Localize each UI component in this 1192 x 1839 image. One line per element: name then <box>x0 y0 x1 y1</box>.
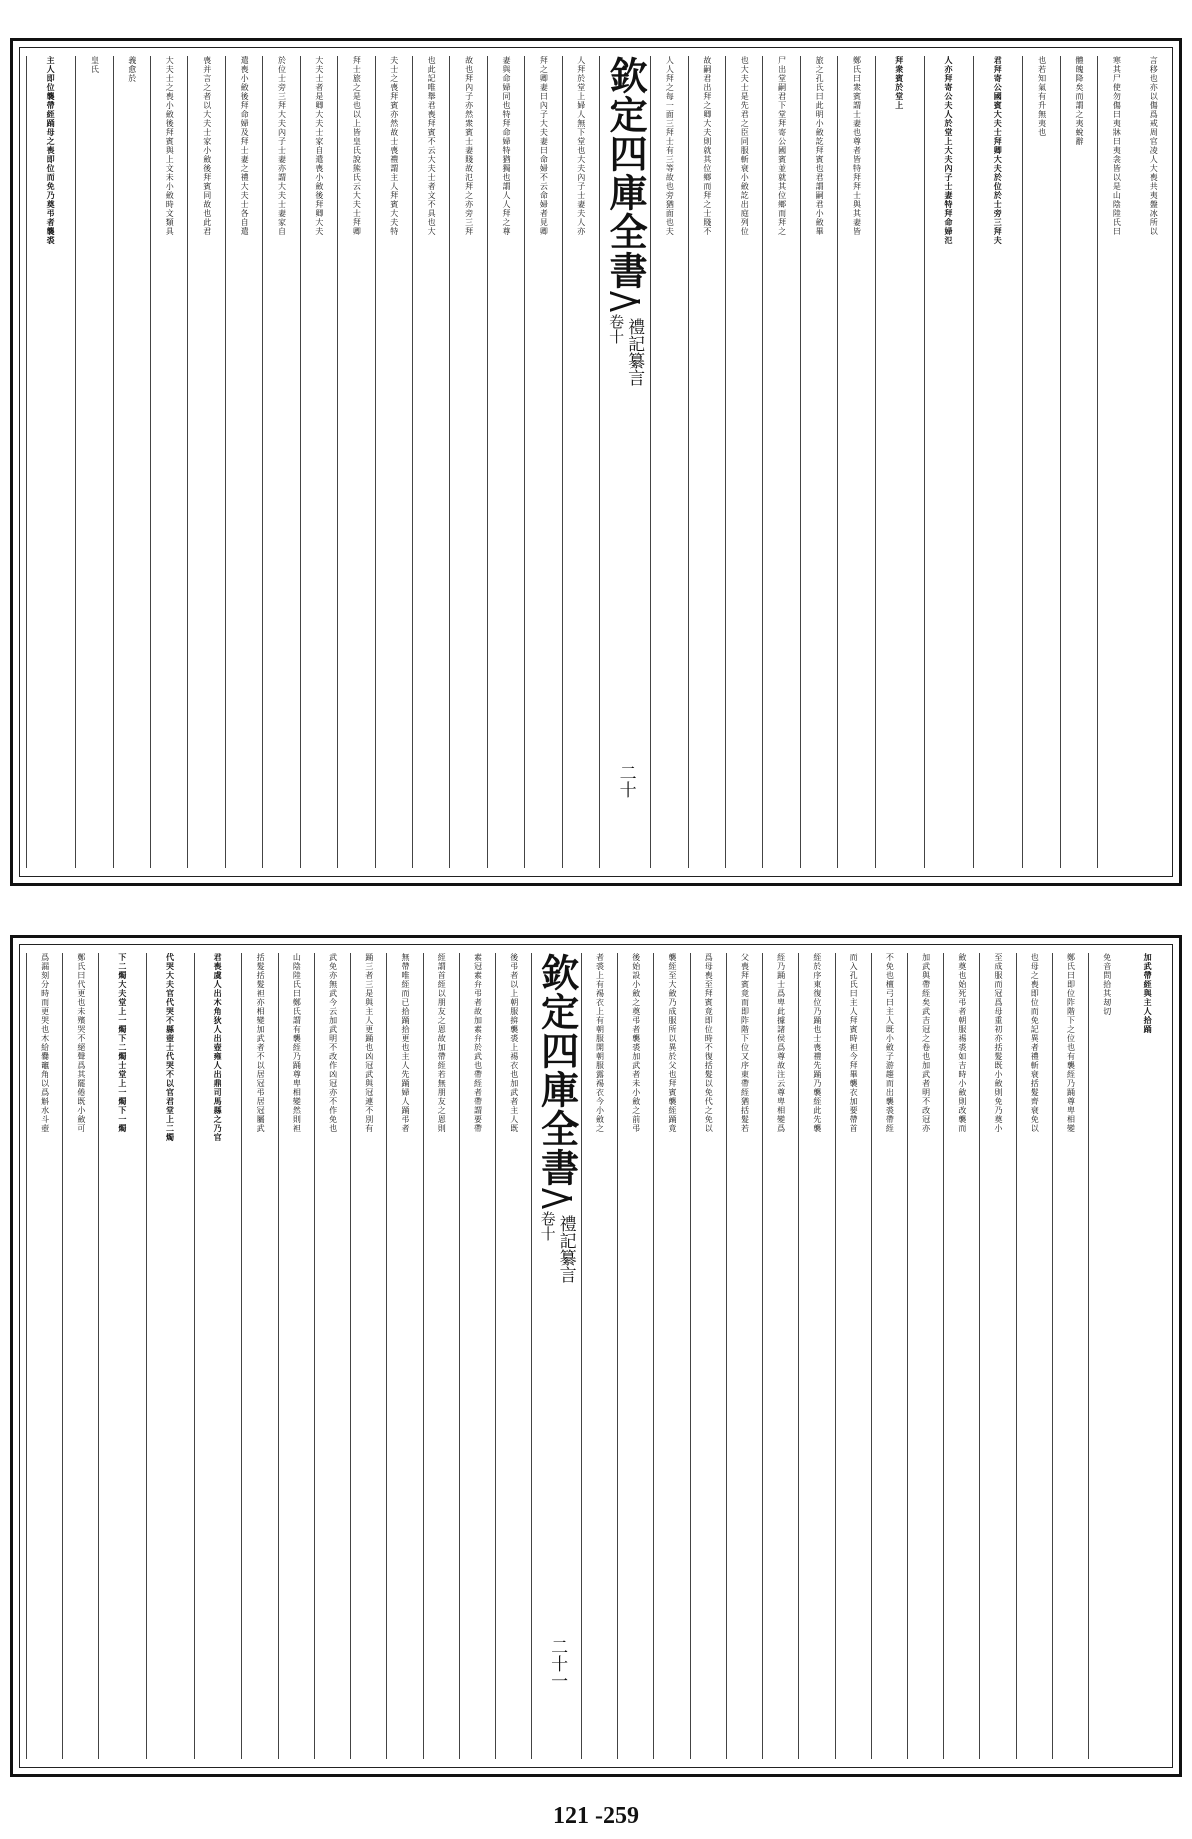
commentary-text: 絰謂首絰以朋友之恩故加帶絰若無朋友之恩則 <box>437 953 447 1133</box>
commentary-text: 踊三者三是與主人更踊也凶冠武與冠連不別有 <box>364 953 374 1133</box>
commentary-text: 後始設小斂之奠弔者襲裘加武者未小斂之前弔 <box>631 953 641 1133</box>
commentary-text: 鄭氏曰即位阼階下之位也有襲絰乃踊尊卑相變 <box>1066 953 1076 1133</box>
commentary-text: 山陰陸氏曰鄭氏謂有襲絰乃踊尊卑相變然則袒 <box>292 953 302 1133</box>
commentary-column <box>350 953 386 1759</box>
commentary-column <box>979 953 1015 1759</box>
commentary-column <box>1060 56 1097 868</box>
commentary-text: 加武與帶絰矣武吉冠之卷也加武者明不改冠亦 <box>921 953 931 1133</box>
commentary-column <box>725 56 762 868</box>
commentary-text: 旅之孔氏曰此明小斂訖拜賓也君謂嗣君小斂畢 <box>815 56 825 236</box>
commentary-column <box>1088 953 1124 1759</box>
folio-number: 二十 <box>615 764 636 798</box>
commentary-text: 武免亦無武今云加武明不改作凶冠亦不作免也 <box>328 953 338 1133</box>
commentary-text: 免音問拾其刼切 <box>1102 953 1112 1016</box>
commentary-column <box>1135 56 1172 868</box>
commentary-text: 也大夫士是先君之臣同服斬衰小斂訖出庭列位 <box>740 56 750 236</box>
commentary-column <box>449 56 486 868</box>
main-text: 君拜寄公國賓大夫士拜卿大夫於位於士旁三拜夫 <box>993 56 1004 245</box>
commentary-text: 皇氏 <box>90 56 100 74</box>
commentary-text: 襲絰至大斂乃成服所以異於父也拜賓襲絰踊竟 <box>667 953 677 1133</box>
top-page-columns <box>19 47 1173 877</box>
commentary-text: 絰於序東復位乃踊也士喪禮先踊乃襲絰此先襲 <box>812 953 822 1133</box>
folio-number: 二十一 <box>547 1638 568 1689</box>
commentary-column <box>907 953 943 1759</box>
commentary-column <box>300 56 337 868</box>
main-text: 拜衆賓於堂上 <box>894 56 905 110</box>
commentary-text: 者裘上有裼衣上有朝服開朝服露裼衣今小斂之 <box>595 953 605 1133</box>
commentary-column <box>225 56 262 868</box>
commentary-column <box>1097 56 1134 868</box>
main-text-column <box>98 953 146 1759</box>
commentary-text: 尸出堂嗣君下堂拜寄公國賓並就其位鄉而拜之 <box>777 56 787 236</box>
commentary-text: 也母之喪即位而免記異者禮斬衰括髮齊衰免以 <box>1030 953 1040 1133</box>
main-text-column <box>1124 953 1172 1759</box>
commentary-text: 至成服而冠爲母重初亦括髮既小斂則免乃奠小 <box>994 953 1004 1133</box>
commentary-column <box>524 56 561 868</box>
main-text-column <box>973 56 1022 868</box>
commentary-column <box>241 953 277 1759</box>
commentary-text: 故嗣君出拜之卿大夫則就其位鄉而拜之士賤不 <box>702 56 712 236</box>
commentary-column <box>871 953 907 1759</box>
commentary-text: 體魄降矣而謂之夷蛻辭 <box>1074 56 1084 146</box>
commentary-column <box>653 953 689 1759</box>
commentary-text: 夫士之喪拜賓亦然故士喪禮謂主人拜賓大夫特 <box>389 56 399 236</box>
commentary-column <box>487 56 524 868</box>
commentary-column <box>562 56 599 868</box>
main-text-column <box>146 953 194 1759</box>
commentary-column <box>762 56 799 868</box>
commentary-text: 拜之卿妻曰內子大夫妻曰命婦不云命婦者見卿 <box>539 56 549 236</box>
main-text: 代哭大夫官代哭不縣壺士代哭不以官君堂上二燭 <box>165 953 176 1142</box>
commentary-text: 無帶唯絰而已拾踊拾更也主人先踊婦人踊弔者 <box>401 953 411 1133</box>
commentary-column <box>150 56 187 868</box>
commentary-column <box>314 953 350 1759</box>
main-text: 人亦拜寄公夫人於堂上大夫內子士妻特拜命婦氾 <box>944 56 955 245</box>
commentary-column <box>835 953 871 1759</box>
commentary-text: 而入孔氏曰主人拜賓時袒今拜畢襲衣加要帶首 <box>849 953 859 1133</box>
commentary-text: 不免也檀弓曰主人既小斂子游趨而出襲裘帶絰 <box>885 953 895 1133</box>
book-title-banner: 欽定四庫全書 <box>603 56 649 290</box>
commentary-column <box>943 953 979 1759</box>
book-title-banner: 欽定四庫全書 <box>534 953 580 1187</box>
main-text-column <box>26 56 75 868</box>
commentary-column <box>459 953 495 1759</box>
commentary-column <box>726 953 762 1759</box>
commentary-column <box>837 56 874 868</box>
commentary-text: 鄭氏曰衆賓謂士妻也尊者皆特拜拜士與其妻皆 <box>852 56 862 236</box>
commentary-text: 素冠素弁弔者故加素弁於武也帶絰者帶謂要帶 <box>473 953 483 1133</box>
commentary-text: 爲漏刻分時而更哭也木給爨竈角以爲斛水斗壺 <box>40 953 50 1133</box>
work-title: 禮記纂言 <box>555 1215 576 1283</box>
commentary-column <box>375 56 412 868</box>
commentary-text: 人人拜之每一面三拜士有三等故也旁猶面也夫 <box>665 56 675 236</box>
commentary-column <box>62 953 98 1759</box>
commentary-column <box>75 56 112 868</box>
commentary-column <box>762 953 798 1759</box>
commentary-column <box>1016 953 1052 1759</box>
commentary-text: 絰乃踊士爲卑此據諸侯爲尊故注云尊卑相變爲 <box>776 953 786 1133</box>
commentary-column <box>113 56 150 868</box>
commentary-column <box>495 953 531 1759</box>
commentary-text: 大夫士者是卿大夫士家自遣喪小斂後拜卿大夫 <box>314 56 324 236</box>
commentary-column <box>412 56 449 868</box>
page-number: 121 -259 <box>553 1803 639 1829</box>
bottom-page-frame <box>10 935 1182 1777</box>
commentary-column <box>386 953 422 1759</box>
center-banner-column <box>531 953 581 1759</box>
main-text: 下二燭大夫堂上一燭下二燭士堂上一燭下一燭 <box>117 953 128 1133</box>
commentary-column <box>262 56 299 868</box>
commentary-text: 後弔者以上朝服揜襲裘上裼衣也加武者主人既 <box>509 953 519 1133</box>
commentary-text: 言移也亦以傷爲戒周官凌人大喪共夷盤冰所以 <box>1149 56 1159 236</box>
chapter-number: 卷十 <box>538 1211 557 1241</box>
commentary-text: 爲母喪至拜賓竟即位時不復括髮以免代之免以 <box>704 953 714 1133</box>
commentary-column <box>337 56 374 868</box>
main-text: 主人即位襲帶絰踊母之喪即位而免乃奠弔者襲裘 <box>46 56 57 245</box>
commentary-column <box>690 953 726 1759</box>
commentary-text: 大夫士之喪小斂後拜賓與上文未小斂時文類具 <box>165 56 175 236</box>
commentary-column <box>1022 56 1059 868</box>
commentary-text: 故也拜內子亦然衆賓士妻賤故氾拜之亦旁三拜 <box>464 56 474 236</box>
commentary-text: 括髮括髮袒亦相變加武者不以居冠弔居冠屬武 <box>256 953 266 1133</box>
commentary-text: 斂奠也始死弔者朝服裼裘如吉時小斂則改襲而 <box>957 953 967 1133</box>
commentary-text: 喪并言之者以大夫士家小斂後拜賓同故也此君 <box>202 56 212 236</box>
main-text-column <box>875 56 924 868</box>
commentary-column <box>187 56 224 868</box>
commentary-text: 義愈於 <box>127 56 137 83</box>
work-title: 禮記纂言 <box>624 318 645 386</box>
main-text: 君喪虞人出木角狄人出壺雍人出鼎司馬縣之乃官 <box>213 953 224 1142</box>
fish-tail-mark-icon <box>540 1191 574 1207</box>
chapter-number: 卷十 <box>607 314 626 344</box>
commentary-text: 遣喪小斂後拜命婦及拜士妻之禮大夫士各自遣 <box>240 56 250 236</box>
commentary-column <box>617 953 653 1759</box>
commentary-text: 人拜於堂上婦人無下堂也大夫內子士妻夫人亦 <box>576 56 586 236</box>
commentary-column <box>800 56 837 868</box>
commentary-text: 父喪拜賓竟而即阼階下位又序東帶絰猶括髮若 <box>740 953 750 1133</box>
main-text: 加武帶絰與主人拾踊 <box>1143 953 1154 1034</box>
commentary-column <box>581 953 617 1759</box>
top-page-frame <box>10 38 1182 886</box>
center-banner-column <box>599 56 650 868</box>
commentary-column <box>26 953 62 1759</box>
commentary-text: 於位士旁三拜大夫內子士妻亦謂大夫士妻家自 <box>277 56 287 236</box>
commentary-column <box>688 56 725 868</box>
commentary-text: 寒其尸使勿傷曰夷牀曰夷衾皆以是山陰陸氏曰 <box>1112 56 1122 236</box>
commentary-column <box>1052 953 1088 1759</box>
commentary-text: 拜士旅之是也以上皆皇氏說熊氏云大夫士拜卿 <box>352 56 362 236</box>
commentary-column <box>650 56 687 868</box>
commentary-column <box>278 953 314 1759</box>
main-text-column <box>194 953 242 1759</box>
bottom-page-columns <box>19 944 1173 1768</box>
commentary-text: 妻與命婦同也特拜命婦特猶獨也謂人人拜之尊 <box>501 56 511 236</box>
commentary-text: 鄭氏曰代更也未殯哭不絕聲爲其罷倦既小斂可 <box>76 953 86 1133</box>
main-text-column <box>924 56 973 868</box>
commentary-column <box>423 953 459 1759</box>
commentary-column <box>798 953 834 1759</box>
fish-tail-mark-icon <box>608 294 642 310</box>
commentary-text: 也此記唯舉君喪拜賓不云大夫士者文不具也大 <box>427 56 437 236</box>
commentary-text: 也若知氣有升無夷也 <box>1037 56 1047 137</box>
